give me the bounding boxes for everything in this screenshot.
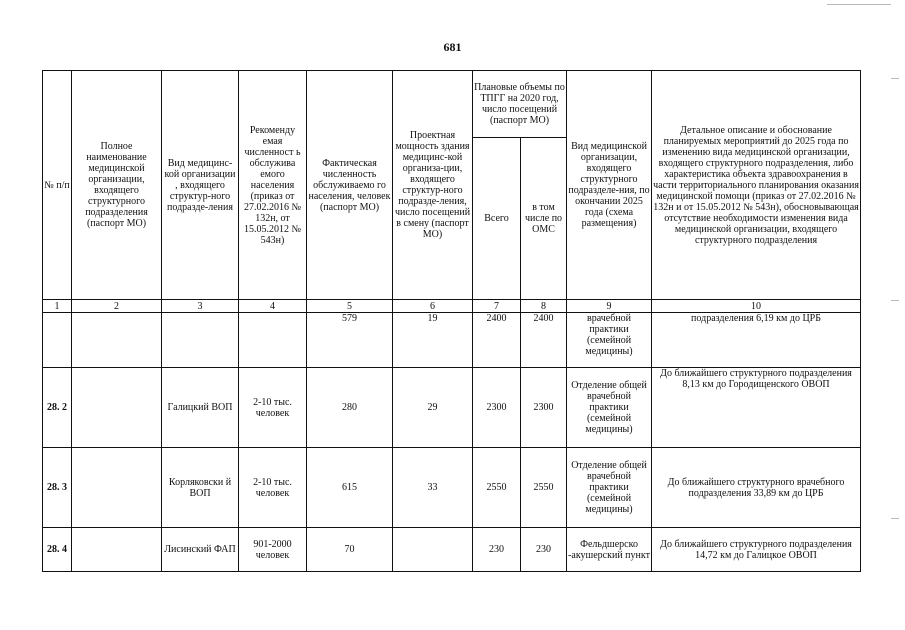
column-number: 1 (43, 300, 72, 313)
header-org-type: Вид медицинс-кой организации , входящего структур-ного подразде-ления (162, 71, 239, 300)
row-recommended (239, 313, 307, 368)
header-actual-population: Фактическая численность обслуживаемо го населения, человек (паспорт МО) (307, 71, 393, 300)
scan-mark-top (827, 4, 891, 5)
row-name (72, 313, 162, 368)
scan-mark-right-2 (891, 300, 899, 301)
row-total: 2400 (473, 313, 521, 368)
row-type-2025: Отделение общей врачебной практики (семейной медицины) (567, 368, 652, 448)
row-name (72, 368, 162, 448)
row-total: 2550 (473, 448, 521, 528)
header-description: Детальное описание и обоснование планируемых мероприятий до 2025 года по изменению вида медицинской организации, входящего структурного подразделения, либо характеристика объекта здравоохранения в части территориального планирования оказания медицинской помощи (приказ от 27.02.2016 № 132н и от 15.05.2012 № 543н), обосновывающая отсутствие необходимости изменения вида медицинской организации, входящего структурного подразделения (652, 71, 861, 300)
row-oms: 230 (521, 528, 567, 572)
column-number: 9 (567, 300, 652, 313)
column-number: 2 (72, 300, 162, 313)
table-row (43, 528, 861, 572)
row-type: Лисинский ФАП (162, 528, 239, 572)
row-description: До ближайшего структурного подразделения 8,13 км до Городищенского ОВОП (652, 368, 861, 448)
row-capacity (393, 528, 473, 572)
scan-mark-right-3 (891, 518, 899, 519)
column-number: 3 (162, 300, 239, 313)
row-total: 230 (473, 528, 521, 572)
row-num: 28. 4 (43, 528, 72, 572)
row-total: 2300 (473, 368, 521, 448)
header-num: № п/п (43, 71, 72, 300)
header-recommended-population: Рекоменду емая численност ь обслужива емого населения (приказ от 27.02.2016 № 132н, от 15.05.2012 № 543н) (239, 71, 307, 300)
table-row (43, 368, 861, 448)
column-number: 7 (473, 300, 521, 313)
header-design-capacity: Проектная мощность здания медицинс-кой организа-ции, входящего структур-ного подразде-ления, число посещений в смену (паспорт МО) (393, 71, 473, 300)
row-num (43, 313, 72, 368)
header-oms: в том числе по ОМС (521, 138, 567, 300)
row-type: Галицкий ВОП (162, 368, 239, 448)
row-type-2025: врачебной практики (семейной медицины) (567, 313, 652, 368)
row-type-2025: Отделение общей врачебной практики (семейной медицины) (567, 448, 652, 528)
header-row-1 (43, 71, 861, 138)
row-name (72, 528, 162, 572)
row-type: Корляковски й ВОП (162, 448, 239, 528)
row-num: 28. 3 (43, 448, 72, 528)
row-actual: 579 (307, 313, 393, 368)
header-full-name: Полное наименование медицинской организации, входящего структурного подразделения (паспорт МО) (72, 71, 162, 300)
row-recommended: 2-10 тыс. человек (239, 448, 307, 528)
row-description: До ближайшего структурного врачебного подразделения 33,89 км до ЦРБ (652, 448, 861, 528)
row-recommended: 2-10 тыс. человек (239, 368, 307, 448)
header-planned-volumes: Плановые объемы по ТПГГ на 2020 год, число посещений (паспорт МО) (473, 71, 567, 138)
header-org-type-2025: Вид медицинской организации, входящего структурного подразделе-ния, по окончании 2025 года (схема размещения) (567, 71, 652, 300)
row-recommended: 901-2000 человек (239, 528, 307, 572)
scan-mark-right-1 (891, 78, 899, 79)
row-type-2025: Фельдшерско -акушерский пункт (567, 528, 652, 572)
column-number: 4 (239, 300, 307, 313)
column-number: 8 (521, 300, 567, 313)
column-number-row (43, 300, 861, 313)
table-row (43, 448, 861, 528)
row-capacity: 33 (393, 448, 473, 528)
row-actual: 615 (307, 448, 393, 528)
table-row (43, 313, 861, 368)
column-number: 5 (307, 300, 393, 313)
page-number: 681 (443, 40, 462, 54)
row-actual: 70 (307, 528, 393, 572)
row-num: 28. 2 (43, 368, 72, 448)
row-oms: 2550 (521, 448, 567, 528)
row-capacity: 19 (393, 313, 473, 368)
column-number: 6 (393, 300, 473, 313)
row-description: До ближайшего структурного подразделения 14,72 км до Галицкое ОВОП (652, 528, 861, 572)
row-capacity: 29 (393, 368, 473, 448)
medical-organizations-table (42, 70, 861, 572)
header-total: Всего (473, 138, 521, 300)
row-type (162, 313, 239, 368)
row-name (72, 448, 162, 528)
row-oms: 2300 (521, 368, 567, 448)
row-description: подразделения 6,19 км до ЦРБ (652, 313, 861, 368)
row-actual: 280 (307, 368, 393, 448)
column-number: 10 (652, 300, 861, 313)
row-oms: 2400 (521, 313, 567, 368)
